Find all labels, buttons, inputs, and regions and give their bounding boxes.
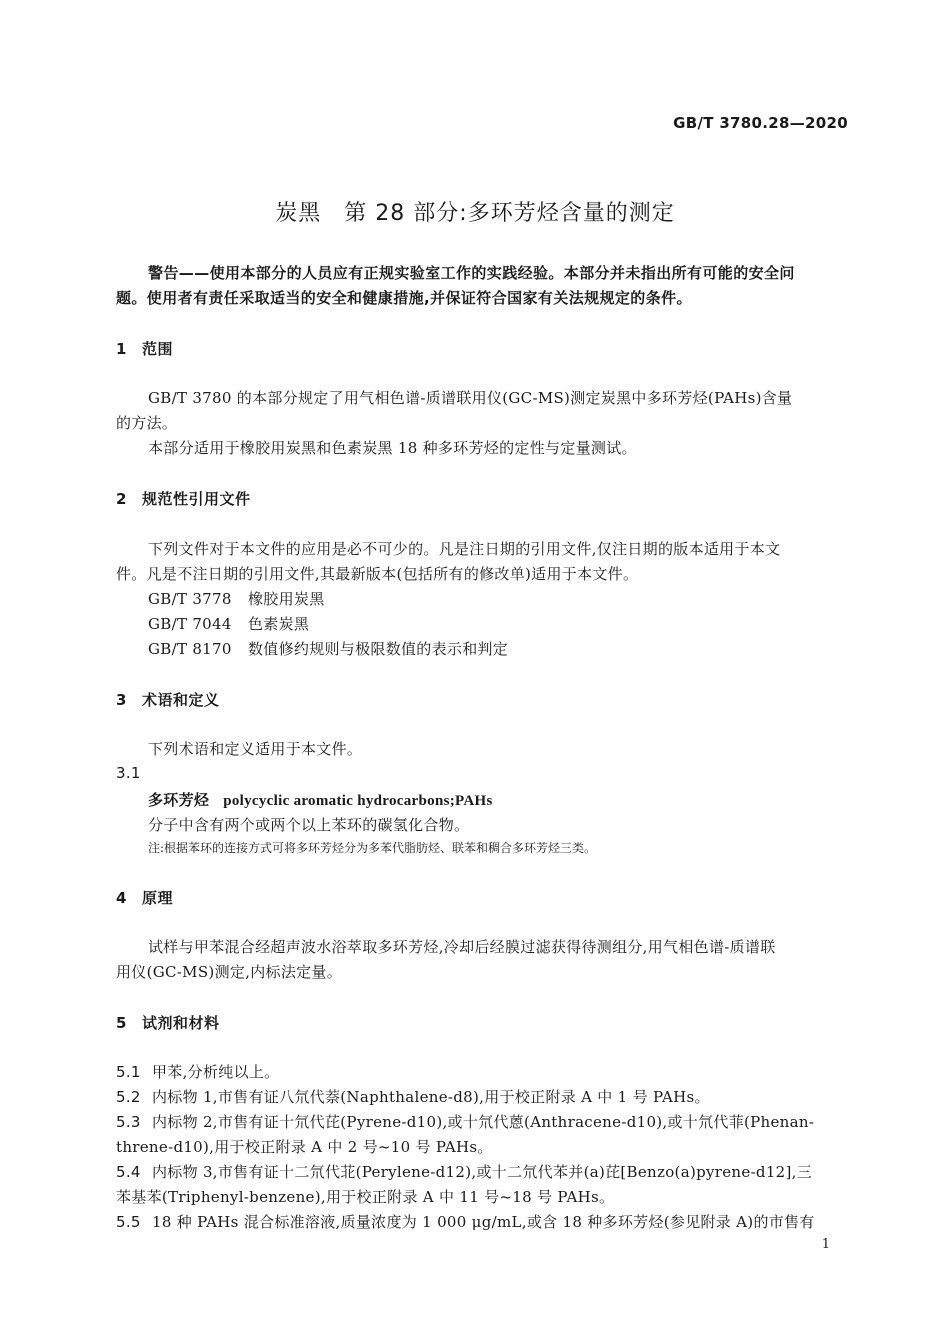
clause-number: 5.5 [116, 1213, 141, 1231]
term-chinese: 多环芳烃 [148, 791, 210, 809]
clause-5-3 [116, 1111, 814, 1132]
section-1-heading [116, 338, 173, 359]
reference-name: 色素炭黑 [248, 615, 310, 633]
section-3-heading [116, 689, 220, 710]
s4-paragraph-line-2: 用仪(GC-MS)测定,内标法定量。 [116, 963, 343, 981]
term-number: 3.1 [116, 764, 141, 782]
clause-number: 5.3 [116, 1113, 141, 1131]
reference-name: 橡胶用炭黑 [248, 590, 325, 608]
section-title: 原理 [142, 889, 174, 907]
term-note: 注:根据苯环的连接方式可将多环芳烃分为多苯代脂肪烃、联苯和稠合多环芳烃三类。 [148, 841, 597, 855]
term-entry [148, 789, 493, 810]
clause-5-2 [116, 1086, 710, 1107]
reference-code: GB/T 3778 [148, 590, 232, 608]
clause-text: 内标物 1,市售有证八氘代萘(Naphthalene-d8),用于校正附录 A 中 1 号 PAHs。 [152, 1088, 710, 1106]
clause-text: 内标物 2,市售有证十氘代芘(Pyrene-d10),或十氘代蒽(Anthracene-d10),或十氘代菲(Phenan- [152, 1113, 815, 1131]
warning-line-2: 题。使用者有责任采取适当的安全和健康措施,并保证符合国家有关法规规定的条件。 [116, 289, 692, 307]
section-number: 2 [116, 490, 127, 508]
section-title: 范围 [142, 340, 174, 358]
clause-5-1 [116, 1061, 279, 1082]
section-title: 试剂和材料 [142, 1014, 220, 1032]
section-title: 术语和定义 [142, 691, 220, 709]
page-number: 1 [821, 1237, 830, 1252]
standard-number: GB/T 3780.28—2020 [673, 114, 848, 132]
clause-text: 甲苯,分析纯以上。 [152, 1063, 280, 1081]
s1-paragraph-2: 本部分适用于橡胶用炭黑和色素炭黑 18 种多环芳烃的定性与定量测试。 [148, 439, 637, 457]
reference-item [148, 613, 309, 634]
section-4-heading [116, 887, 173, 908]
reference-item [148, 638, 508, 659]
term-definition: 分子中含有两个或两个以上苯环的碳氢化合物。 [148, 816, 470, 834]
clause-5-4-continuation: 苯基苯(Triphenyl-benzene),用于校正附录 A 中 11 号~18 号 PAHs。 [116, 1188, 615, 1206]
s4-paragraph-line-1: 试样与甲苯混合经超声波水浴萃取多环芳烃,冷却后经膜过滤获得待测组分,用气相色谱-质谱联 [148, 938, 776, 956]
clause-text: 18 种 PAHs 混合标准溶液,质量浓度为 1 000 μg/mL,或含 18 种多环芳烃(参见附录 A)的市售有 [152, 1213, 815, 1231]
s3-intro: 下列术语和定义适用于本文件。 [148, 740, 363, 758]
clause-5-4 [116, 1161, 812, 1182]
section-number: 3 [116, 691, 127, 709]
s2-paragraph-line-1: 下列文件对于本文件的应用是必不可少的。凡是注日期的引用文件,仅注日期的版本适用于本文 [148, 540, 781, 558]
term-english: polycyclic aromatic hydrocarbons;PAHs [223, 793, 493, 809]
clause-number: 5.2 [116, 1088, 141, 1106]
section-2-heading [116, 488, 251, 509]
warning-line-1: 警告——使用本部分的人员应有正规实验室工作的实践经验。本部分并未指出所有可能的安全问 [148, 264, 795, 282]
s1-paragraph-1-line-2: 的方法。 [116, 414, 178, 432]
section-title: 规范性引用文件 [142, 490, 251, 508]
clause-number: 5.4 [116, 1163, 141, 1181]
document-title: 炭黑 第 28 部分:多环芳烃含量的测定 [275, 201, 675, 226]
s2-paragraph-line-2: 件。凡是不注日期的引用文件,其最新版本(包括所有的修改单)适用于本文件。 [116, 565, 639, 583]
reference-name: 数值修约规则与极限数值的表示和判定 [248, 640, 509, 658]
reference-code: GB/T 7044 [148, 615, 232, 633]
section-number: 1 [116, 340, 127, 358]
section-5-heading [116, 1012, 220, 1033]
reference-item [148, 588, 325, 609]
clause-number: 5.1 [116, 1063, 141, 1081]
s1-paragraph-1-line-1: GB/T 3780 的本部分规定了用气相色谱-质谱联用仪(GC-MS)测定炭黑中多环芳烃(PAHs)含量 [148, 389, 793, 407]
clause-5-3-continuation: threne-d10),用于校正附录 A 中 2 号~10 号 PAHs。 [116, 1138, 493, 1156]
clause-5-5 [116, 1211, 815, 1232]
reference-code: GB/T 8170 [148, 640, 232, 658]
clause-text: 内标物 3,市售有证十二氘代苝(Perylene-d12),或十二氘代苯并(a)芘[Benzo(a)pyrene-d12],三 [152, 1163, 813, 1181]
section-number: 5 [116, 1014, 127, 1032]
section-number: 4 [116, 889, 127, 907]
